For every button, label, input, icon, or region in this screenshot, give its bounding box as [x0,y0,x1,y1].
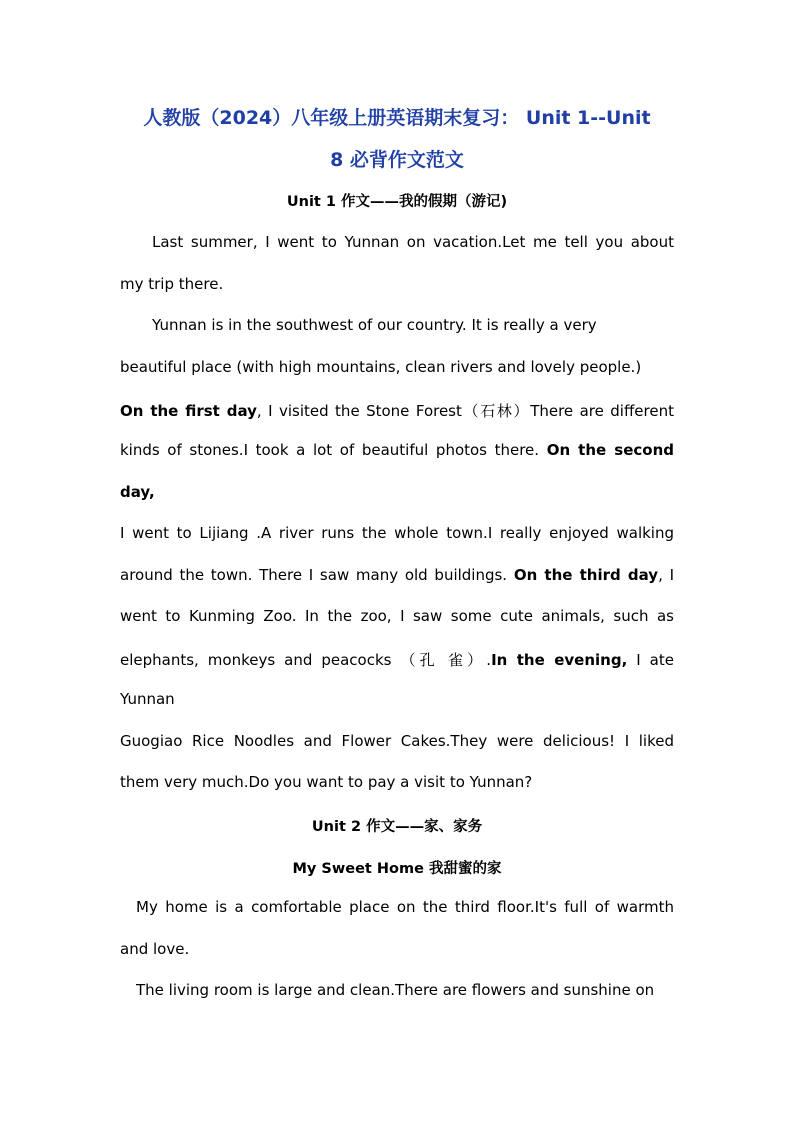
unit1-line-2: my trip there. [120,275,224,293]
document-title-line2: 8 必背作文范文 [330,149,464,171]
unit1-line-5 [120,400,674,421]
unit1-line-4: beautiful place (with high mountains, clean rivers and lovely people.) [120,358,642,376]
unit1-line-5-text: , I visited the Stone Forest（石林）There are different [256,402,674,420]
unit1-heading: Unit 1 作文——我的假期（游记) [286,194,508,210]
unit1-line-10: went to Kunming Zoo. In the zoo, I saw some cute animals, such as [120,607,674,625]
unit1-first-day-phrase: On the first day [120,402,257,420]
unit1-line-9-text: around the town. There I saw many old buildings. [120,566,508,584]
unit1-line-1: Last summer, I went to Yunnan on vacation.Let me tell you about [152,233,674,251]
unit1-line-13: Guogiao Rice Noodles and Flower Cakes.They were delicious! I liked [120,732,674,750]
unit1-line-6 [120,441,674,459]
unit2-subheading: My Sweet Home 我甜蜜的家 [292,861,502,877]
unit1-line-11-text: elephants, monkeys and peacocks （孔 雀）. [120,651,492,669]
unit1-evening-phrase: In the evening, [491,651,628,669]
document-title-line1: 人教版（2024）八年级上册英语期末复习： Unit 1--Unit [143,107,651,129]
unit1-line-14: them very much.Do you want to pay a visit to Yunnan? [120,773,533,791]
unit1-line-3: Yunnan is in the southwest of our country. It is really a very [152,316,597,334]
unit1-line-11-end: I ate [636,651,674,669]
unit2-line-1: My home is a comfortable place on the third floor.It's full of warmth [136,898,674,916]
unit1-line-8: I went to Lijiang .A river runs the whole town.I really enjoyed walking [120,524,674,542]
unit2-line-2: and love. [120,940,190,958]
unit1-second-day-phrase: On the second [546,441,674,459]
unit1-line-9 [120,566,674,584]
unit1-line-7 [120,483,674,501]
unit1-line-9-end: , I [658,566,674,584]
unit1-line-11 [120,649,674,670]
unit1-line-6-text: kinds of stones.I took a lot of beautiful photos there. [120,441,540,459]
unit2-heading: Unit 2 作文——家、家务 [311,819,483,835]
unit1-line-12: Yunnan [120,690,175,708]
unit2-line-3: The living room is large and clean.There are flowers and sunshine on [136,981,655,999]
unit1-third-day-phrase: On the third day [513,566,659,584]
unit1-line-7-text: day, [120,483,155,501]
